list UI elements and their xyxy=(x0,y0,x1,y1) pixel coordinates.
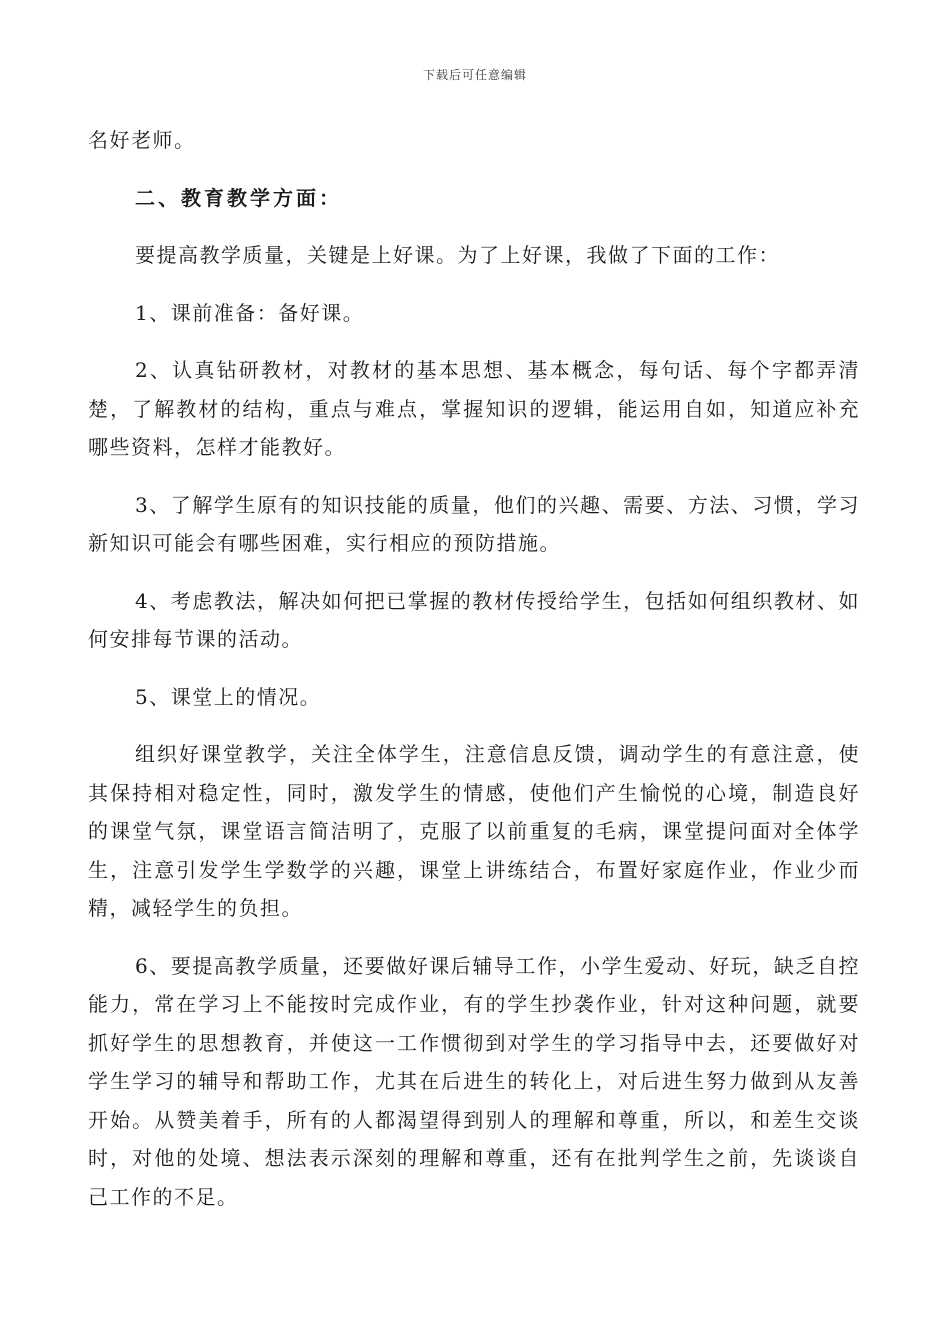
paragraph-item-6: 6、要提高教学质量，还要做好课后辅导工作，小学生爱动、好玩，缺乏自控能力，常在学习上不能按时完成作业，有的学生抄袭作业，针对这种问题，就要抓好学生的思想教育，并使这一工作惯彻到对学生的学习指导中去，还要做好对学生学习的辅导和帮助工作，尤其在后进生的转化上，对后进生努力做到从友善开始。从赞美着手，所有的人都渴望得到别人的理解和尊重，所以，和差生交谈时，对他的处境、想法表示深刻的理解和尊重，还有在批判学生之前，先谈谈自己工作的不足。 xyxy=(88,953,860,1209)
paragraph-item-2: 2、认真钻研教材，对教材的基本思想、基本概念，每句话、每个字都弄清楚，了解教材的结构，重点与难点，掌握知识的逻辑，能运用自如，知道应补充哪些资料，怎样才能教好。 xyxy=(88,358,860,459)
paragraph-item-4: 4、考虑教法，解决如何把已掌握的教材传授给学生，包括如何组织教材、如何安排每节课的活动。 xyxy=(88,588,860,651)
paragraph-item-5: 5、课堂上的情况。 xyxy=(135,684,322,709)
paragraph-classroom: 组织好课堂教学，关注全体学生，注意信息反馈，调动学生的有意注意，使其保持相对稳定性，同时，激发学生的情感，使他们产生愉悦的心境，制造良好的课堂气氛，课堂语言简洁明了，克服了以前重复的毛病，课堂提问面对全体学生，注意引发学生学数学的兴趣，课堂上讲练结合，布置好家庭作业，作业少而精，减轻学生的负担。 xyxy=(88,742,860,920)
document-body xyxy=(88,121,860,1216)
paragraph-item-3: 3、了解学生原有的知识技能的质量，他们的兴趣、需要、方法、习惯，学习新知识可能会有哪些困难，实行相应的预防措施。 xyxy=(88,492,860,555)
paragraph-continuation: 名好老师。 xyxy=(88,128,196,152)
section-heading: 二、教育教学方面： xyxy=(135,185,342,210)
paragraph-intro: 要提高教学质量，关键是上好课。为了上好课，我做了下面的工作： xyxy=(135,243,780,267)
paragraph-item-1: 1、课前准备：备好课。 xyxy=(135,300,365,325)
page-header: 下载后可任意编辑 xyxy=(422,68,527,82)
